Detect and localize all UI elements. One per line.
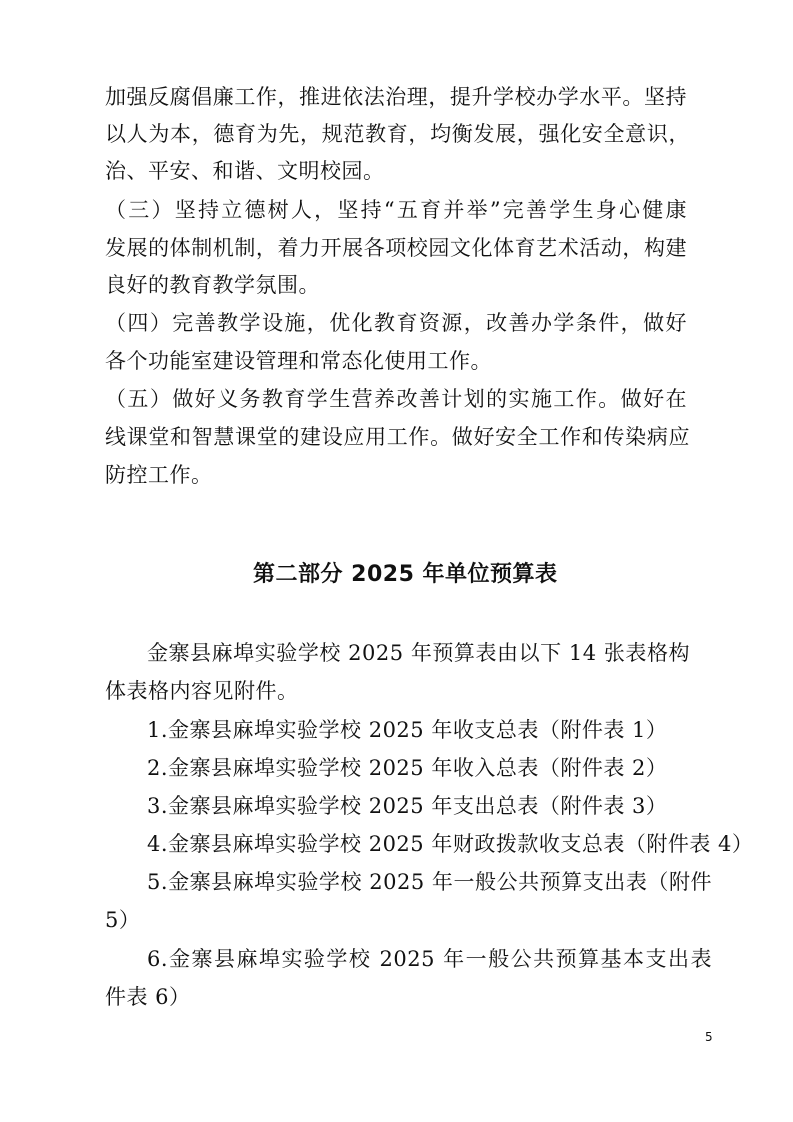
paragraph-line: 加强反腐倡廉工作，推进依法治理，提升学校办学水平。坚持: [105, 85, 687, 109]
paragraph-line: 以人为本，德育为先，规范教育，均衡发展，强化安全意识，: [105, 122, 690, 146]
intro-line: 金寨县麻埠实验学校 2025 年预算表由以下 14 张表格构: [147, 641, 690, 665]
paragraph-line: 发展的体制机制，着力开展各项校园文化体育艺术活动，构建: [105, 236, 687, 260]
paragraph-line: （五）做好义务教育学生营养改善计划的实施工作。做好在: [105, 387, 687, 411]
attachment-list-item: 3.金寨县麻埠实验学校 2025 年支出总表（附件表 3）: [147, 794, 668, 818]
attachment-list-item: 1.金寨县麻埠实验学校 2025 年收支总表（附件表 1）: [147, 718, 668, 742]
attachment-list-item: 2.金寨县麻埠实验学校 2025 年收入总表（附件表 2）: [147, 756, 668, 780]
paragraph-line: （四）完善教学设施，优化教育资源，改善办学条件，做好: [105, 311, 687, 335]
paragraph-line: 防控工作。: [105, 463, 213, 487]
attachment-list-item: 6.金寨县麻埠实验学校 2025 年一般公共预算基本支出表: [147, 947, 712, 971]
attachment-list-item: 4.金寨县麻埠实验学校 2025 年财政拨款收支总表（附件表 4）: [147, 832, 754, 856]
paragraph-line: （三）坚持立德树人，坚持“五育并举”完善学生身心健康: [105, 198, 687, 222]
paragraph-line: 各个功能室建设管理和常态化使用工作。: [105, 349, 492, 373]
page-number: 5: [705, 1030, 713, 1044]
paragraph-line: 良好的教育教学氛围。: [105, 273, 320, 297]
attachment-list-item-continued: 件表 6）: [105, 985, 191, 1009]
paragraph-line: 治、平安、和谐、文明校园。: [105, 159, 385, 183]
attachment-list-item-continued: 5）: [105, 908, 141, 932]
attachment-list-item: 5.金寨县麻埠实验学校 2025 年一般公共预算支出表（附件: [147, 870, 712, 894]
intro-line: 体表格内容见附件。: [105, 679, 299, 703]
section-heading: 第二部分 2025 年单位预算表: [253, 562, 558, 587]
paragraph-line: 线课堂和智慧课堂的建设应用工作。做好安全工作和传染病应: [105, 425, 690, 449]
